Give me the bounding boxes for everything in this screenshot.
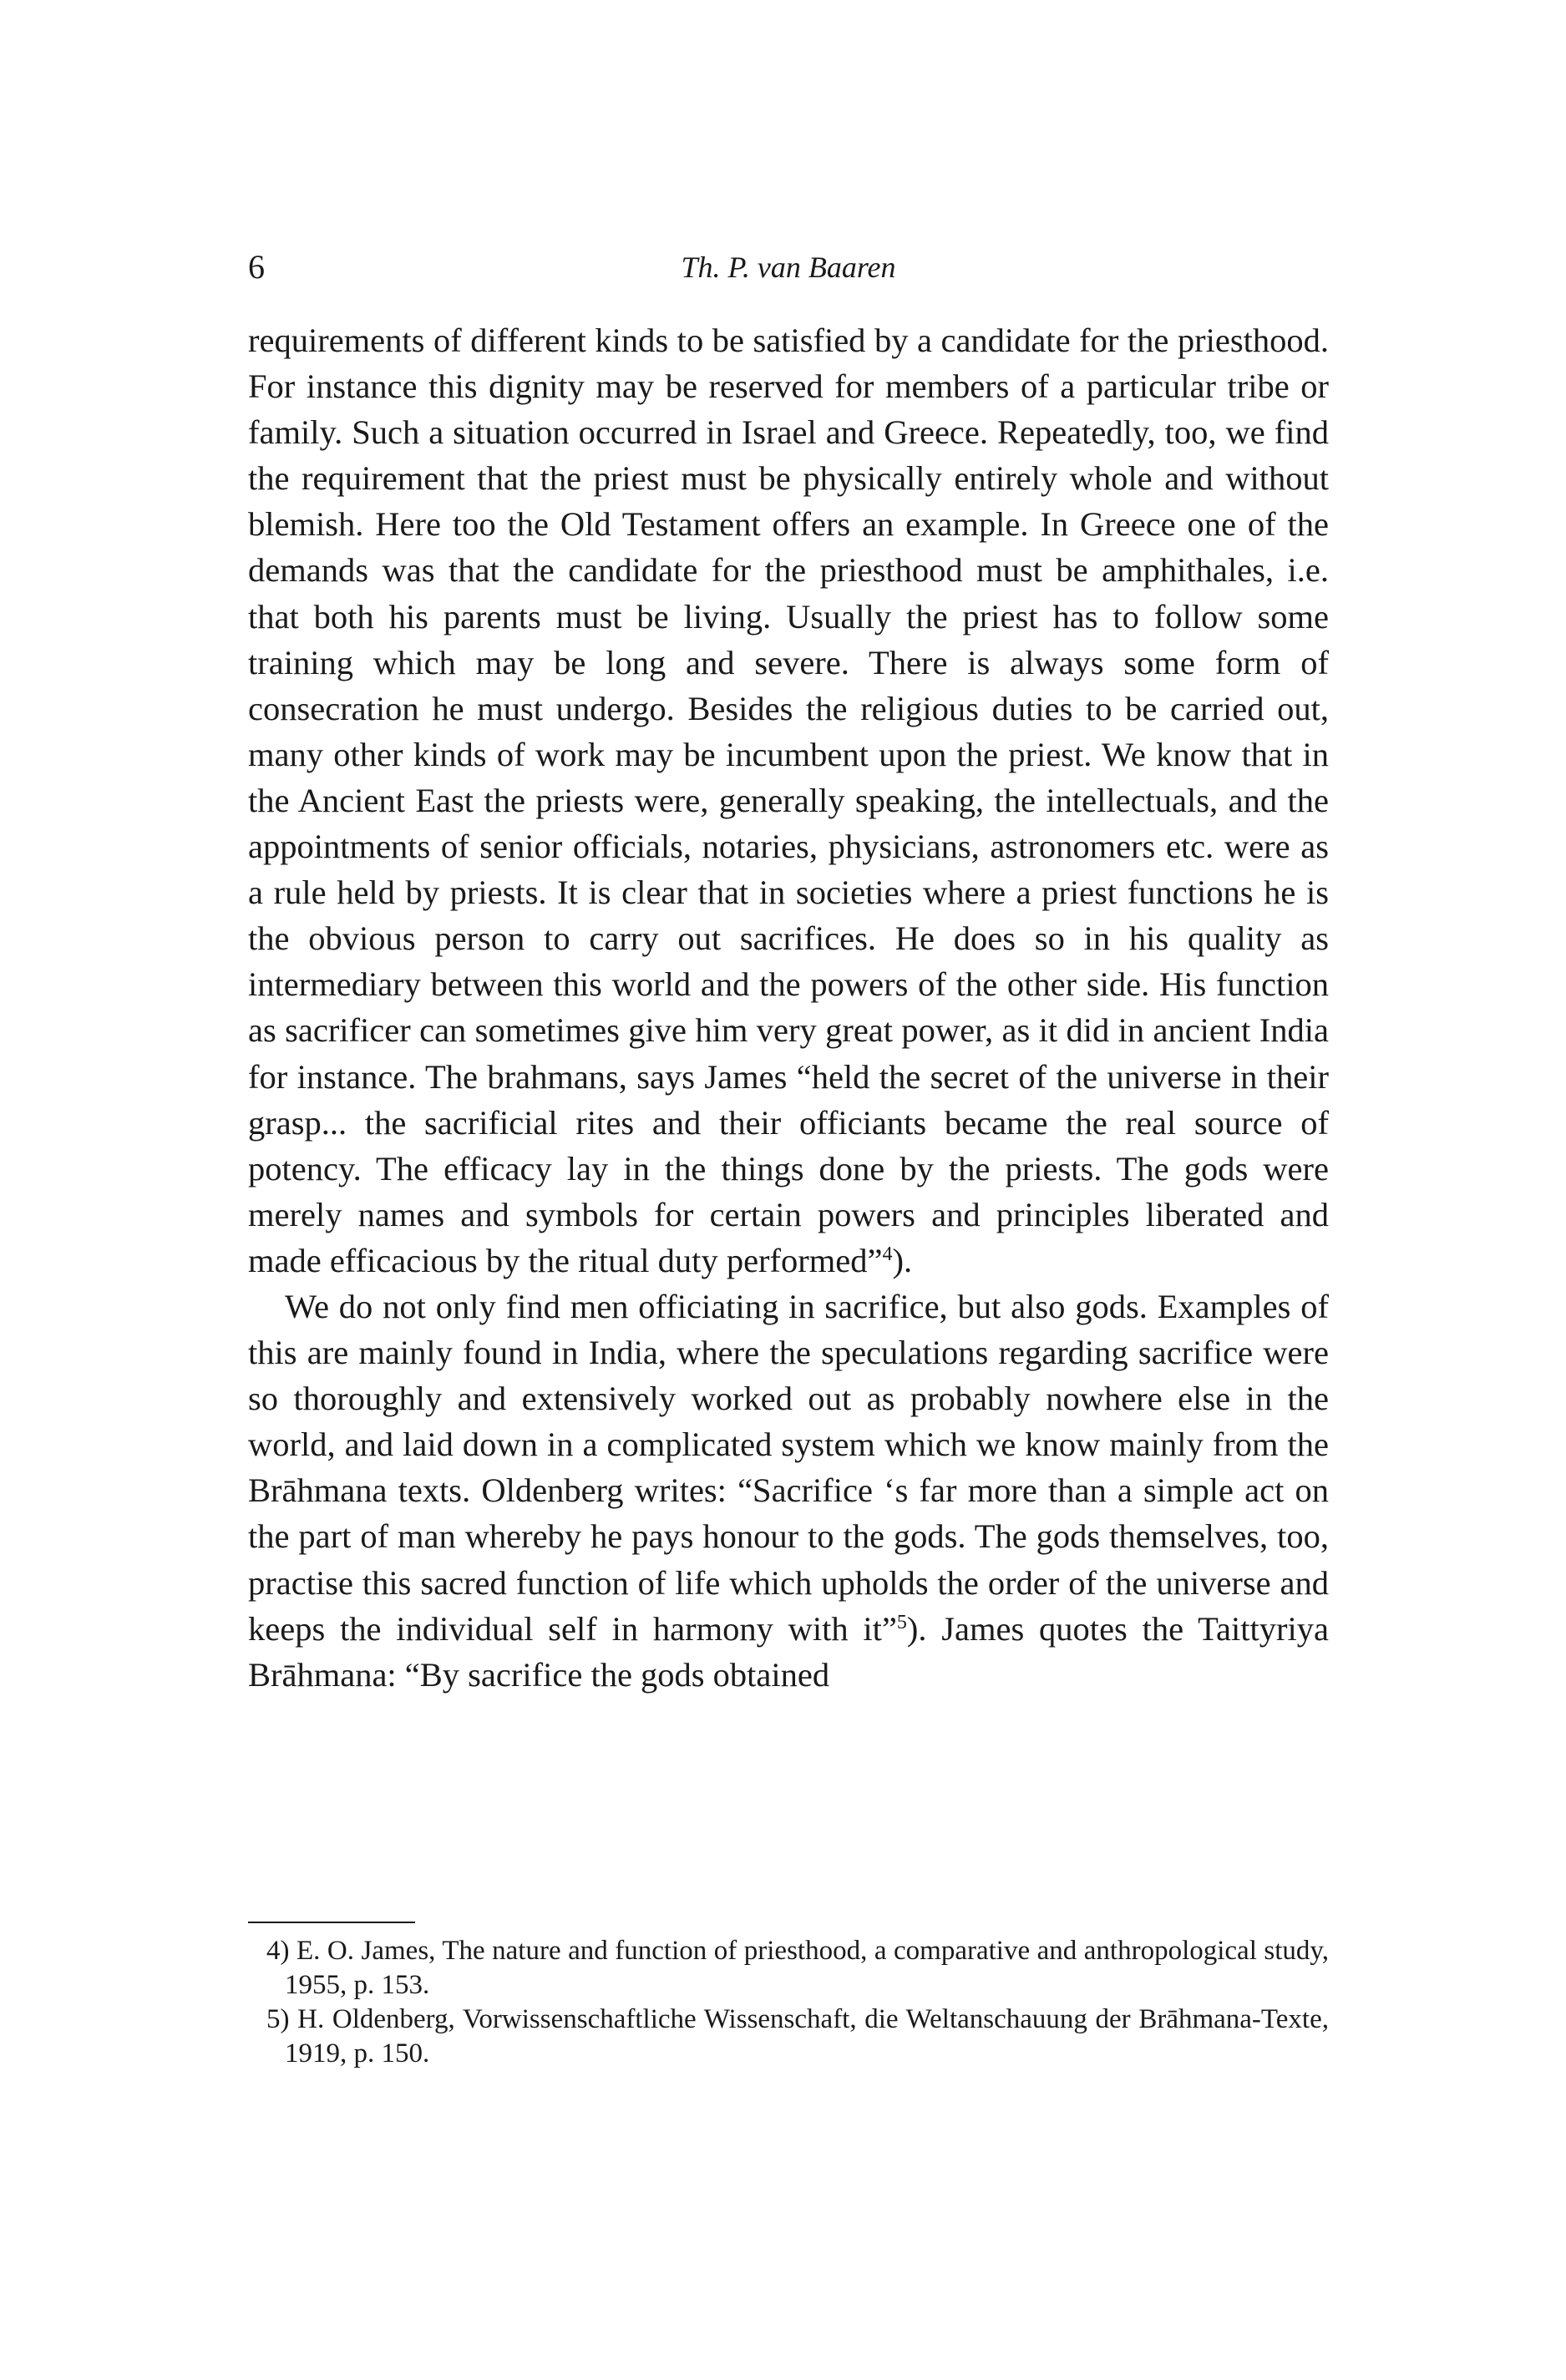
footnote: 4) E. O. James, The nature and function of priesthood, a comparative and anthropological study, 1955, p. 153. [266, 1936, 1329, 2000]
footnote-rule [248, 1922, 415, 1923]
page-header [248, 247, 1329, 287]
paragraph [248, 1284, 1329, 1698]
footnotes [248, 1934, 1329, 2071]
footnote-marker: 4 [882, 1243, 893, 1265]
page-number: 6 [248, 248, 265, 286]
paragraph-text: We do not only find men officiating in sacrifice, but also gods. Examples of this are mainly found in India, where the speculations regarding sacrifice were so thoroughly and extensively worked out as probably nowhere else in the world, and laid down in a complicated system which we know mainly from the Brāhmana texts. Oldenberg writes: “Sacrifice ‘s far more than a simple act on the part of man whereby he pays honour to the gods. The gods themselves, too, practise this sacred function of life which upholds the order of the universe and keeps the individual self in harmony with it” [248, 1287, 1329, 1648]
paragraph-text: requirements of different kinds to be satisfied by a candidate for the priesthood. For instance this dignity may be reserved for members of a particular tribe or family. Such a situation occurred in Israel and Greece. Repeatedly, too, we find the requirement that the priest must be physically entirely whole and without blemish. Here too the Old Testament offers an example. In Greece one of the demands was that the candidate for the priesthood must be amphithales, i.e. that both his parents must be living. Usually the priest has to follow some training which may be long and severe. There is always some form of consecration he must undergo. Besides the religious duties to be carried out, many other kinds of work may be incumbent upon the priest. We know that in the Ancient East the priests were, generally speaking, the intellectuals, and the appointments of senior officials, notaries, physicians, astronomers etc. were as a rule held by priests. It is clear that in societies where a priest functions he is the obvious person to carry out sacrifices. He does so in his quality as intermediary between this world and the powers of the other side. His function as sacrificer can sometimes give him very great power, as it did in ancient India for instance. The brahmans, says James “held the secret of the universe in their grasp... the sacrificial rites and their officiants became the real source of potency. The efficacy lay in the things done by the priests. The gods were merely names and symbols for certain powers and principles liberated and made efficacious by the ritual duty performed” [248, 322, 1329, 1279]
paragraph-text-end: ). James quotes the Taittyriya Brāhmana: “By sacrifice the gods obtained [248, 1609, 1329, 1694]
paragraph [248, 317, 1329, 1284]
footnote-marker: 5 [896, 1611, 907, 1633]
paragraph-text-end: ). [892, 1241, 913, 1279]
running-head: Th. P. van Baaren [681, 251, 896, 284]
body-text [248, 317, 1329, 1698]
footnote: 5) H. Oldenberg, Vorwissenschaftliche Wissenschaft, die Weltanschauung der Brāhmana-Texte, 1919, p. 150. [266, 2004, 1329, 2069]
